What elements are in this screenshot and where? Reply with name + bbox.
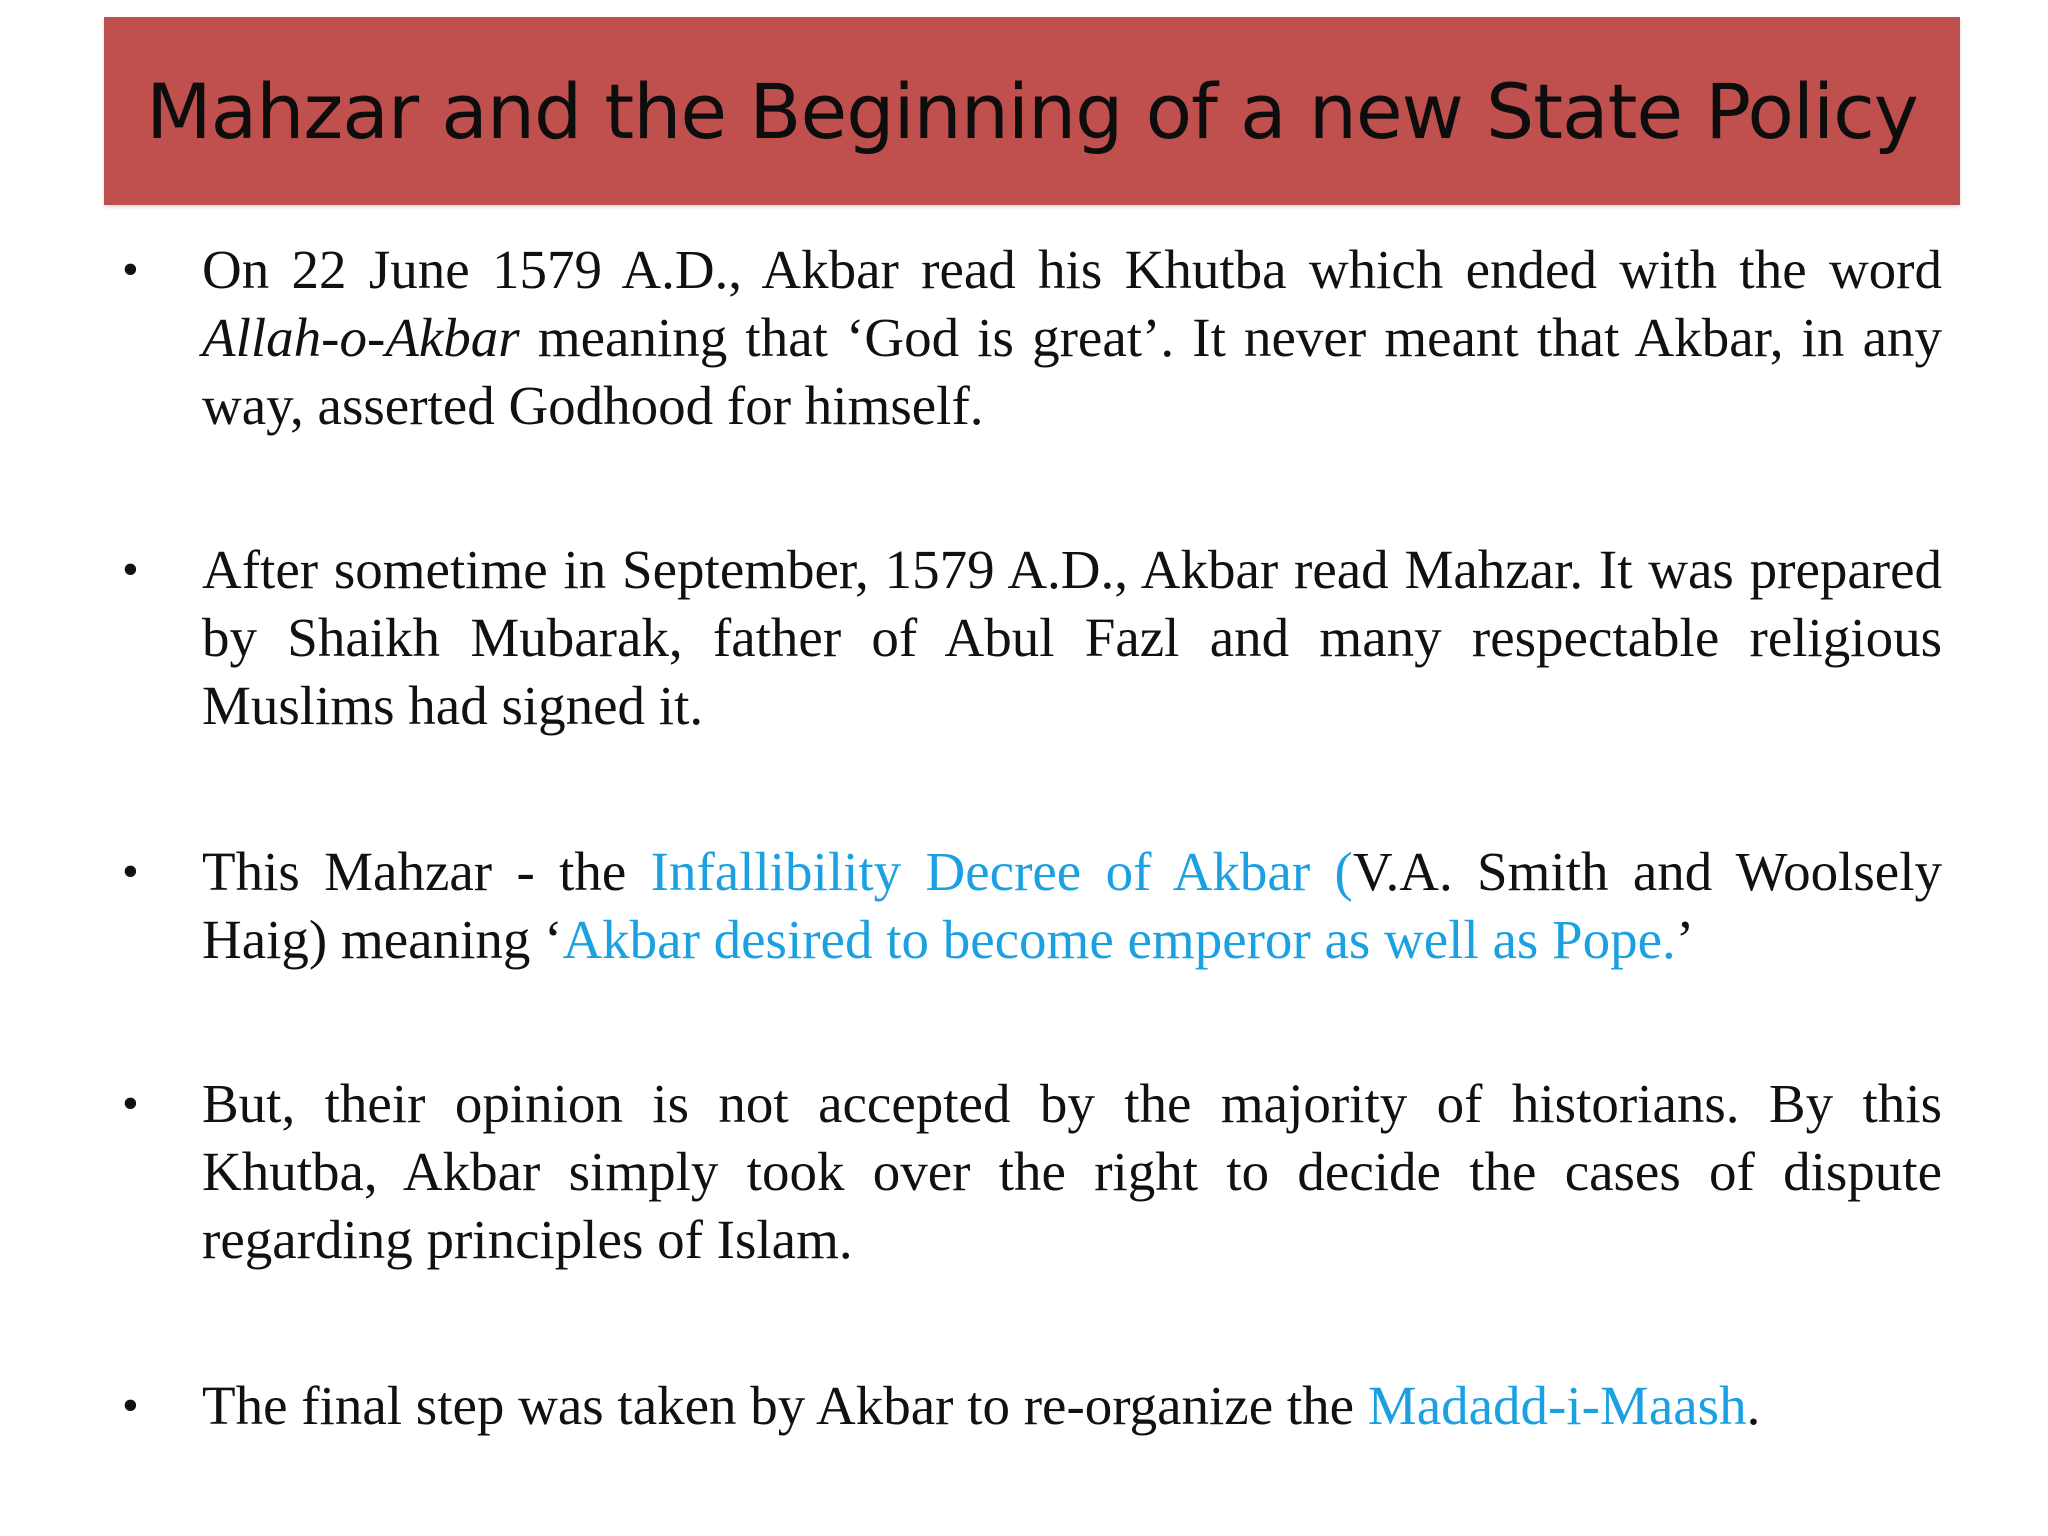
bullet-item-opinion	[120, 1070, 1942, 1274]
bullet-italic-term: Allah-o-Akbar	[202, 307, 520, 368]
bullet-text: On 22 June 1579 A.D., Akbar read his Khutba which ended with the word	[202, 239, 1942, 300]
bullet-text: ’	[1675, 909, 1695, 970]
bullet-item-madadd	[120, 1372, 1942, 1440]
accent-text: Infallibility Decree of Akbar (	[650, 841, 1353, 902]
bullet-text: After sometime in September, 1579 A.D., Akbar read Mahzar. It was prepared by Shaikh Mubarak, father of Abul Fazl and many respectable religious Muslims had signed it.	[202, 539, 1942, 736]
bullet-text: But, their opinion is not accepted by the majority of historians. By this Khutba, Akbar simply took over the right to decide the cases of dispute regarding principles of Islam.	[202, 1073, 1942, 1270]
accent-text: Madadd-i-Maash	[1367, 1375, 1747, 1436]
bullet-list	[120, 236, 1942, 1536]
slide-title: Mahzar and the Beginning of a new State Policy	[146, 66, 1918, 156]
bullet-icon: •	[122, 845, 139, 898]
bullet-item-mahzar	[120, 536, 1942, 740]
bullet-item-khutba	[120, 236, 1942, 440]
bullet-icon: •	[122, 243, 139, 296]
bullet-text: meaning that ‘God is great’. It never meant that Akbar, in any way, asserted Godhood for himself.	[202, 307, 1942, 436]
bullet-text: .	[1746, 1375, 1761, 1436]
bullet-icon: •	[122, 1077, 139, 1130]
bullet-text: The final step was taken by Akbar to re-organize the	[202, 1375, 1368, 1436]
bullet-icon: •	[122, 543, 139, 596]
bullet-icon: •	[122, 1379, 139, 1432]
slide-title-bar	[104, 17, 1960, 205]
bullet-text: V.A. Smith and Woolsely Haig) meaning ‘	[202, 841, 1942, 970]
bullet-item-infallibility	[120, 838, 1942, 974]
accent-text: Akbar desired to become emperor as well as Pope.	[562, 909, 1676, 970]
bullet-text: This Mahzar - the	[202, 841, 651, 902]
